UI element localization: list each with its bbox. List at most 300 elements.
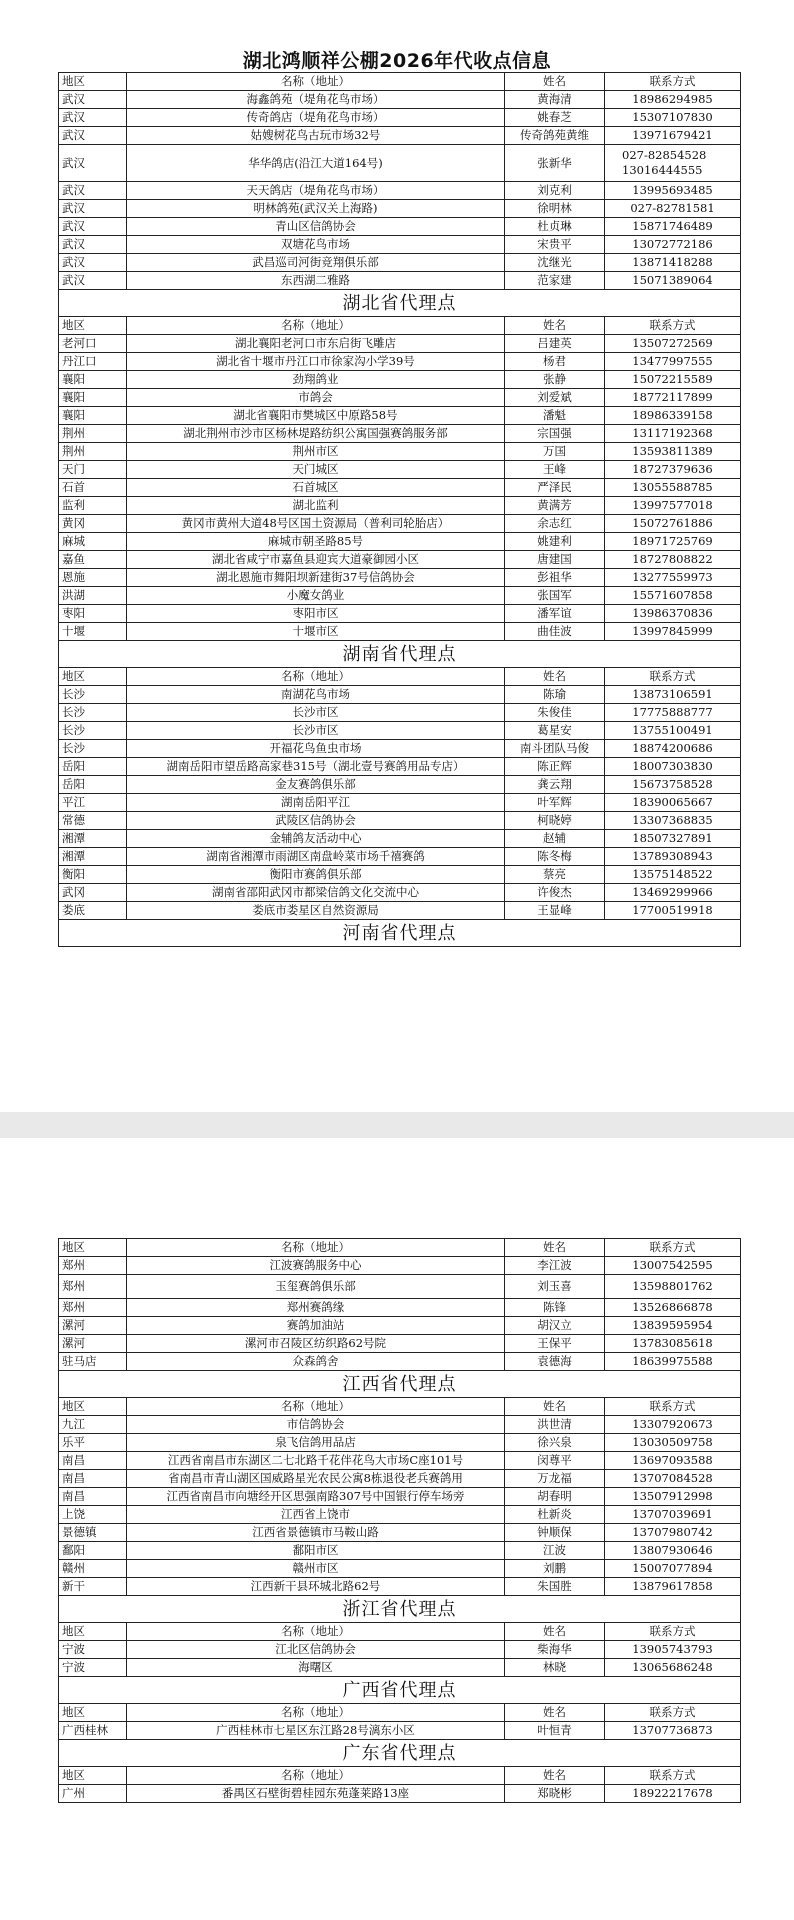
cell-person: 余志红	[505, 515, 605, 533]
cell-person: 钟顺保	[505, 1524, 605, 1542]
cell-region: 常德	[59, 812, 127, 830]
cell-phone: 13707980742	[605, 1524, 741, 1542]
table-row	[59, 236, 741, 254]
cell-region: 宁波	[59, 1641, 127, 1659]
phone-line: 13016444555	[622, 163, 703, 177]
cell-person: 王保平	[505, 1335, 605, 1353]
cell-phone: 18507327891	[605, 830, 741, 848]
cell-person: 刘爱斌	[505, 389, 605, 407]
cell-name: 江波赛鸽服务中心	[127, 1257, 505, 1275]
cell-name: 江西省南昌市向塘经开区思强南路307号中国银行停车场旁	[127, 1488, 505, 1506]
cell-phone: 13995693485	[605, 182, 741, 200]
cell-phone: 18986339158	[605, 407, 741, 425]
cell-region: 武汉	[59, 127, 127, 145]
cell-region: 郑州	[59, 1299, 127, 1317]
table-row	[59, 848, 741, 866]
cell-name: 南湖花鸟市场	[127, 686, 505, 704]
column-header-person: 姓名	[505, 1704, 605, 1722]
cell-region: 宁波	[59, 1659, 127, 1677]
cell-region: 天门	[59, 461, 127, 479]
cell-person: 南斗团队马俊	[505, 740, 605, 758]
cell-region: 景德镇	[59, 1524, 127, 1542]
table-row	[59, 371, 741, 389]
column-header-phone: 联系方式	[605, 668, 741, 686]
cell-region: 娄底	[59, 902, 127, 920]
cell-phone: 13997845999	[605, 623, 741, 641]
cell-phone: 15871746489	[605, 218, 741, 236]
cell-region: 长沙	[59, 722, 127, 740]
table-row	[59, 686, 741, 704]
column-header-region: 地区	[59, 1704, 127, 1722]
cell-phone: 13789308943	[605, 848, 741, 866]
document-title: 湖北鸿顺祥公棚2026年代收点信息	[242, 50, 552, 72]
cell-phone: 18727379636	[605, 461, 741, 479]
cell-region: 监利	[59, 497, 127, 515]
cell-phone: 13697093588	[605, 1452, 741, 1470]
column-header-phone: 联系方式	[605, 1767, 741, 1785]
cell-region: 襄阳	[59, 407, 127, 425]
column-header-name: 名称（地址）	[127, 1623, 505, 1641]
cell-person: 姚建利	[505, 533, 605, 551]
cell-name: 明林鸽苑(武汉关上海路)	[127, 200, 505, 218]
cell-phone: 13997577018	[605, 497, 741, 515]
document-page-2	[0, 1138, 794, 1920]
cell-name: 湖北监利	[127, 497, 505, 515]
cell-name: 市鸽会	[127, 389, 505, 407]
cell-region: 荆州	[59, 443, 127, 461]
table-row	[59, 830, 741, 848]
cell-phone: 13117192368	[605, 425, 741, 443]
cell-person: 黄海清	[505, 91, 605, 109]
cell-region: 广西桂林	[59, 1722, 127, 1740]
table-row	[59, 704, 741, 722]
cell-name: 番禺区石壁街碧桂园东苑蓬莱路13座	[127, 1785, 505, 1803]
section-title: 湖北省代理点	[59, 290, 741, 317]
table-row	[59, 623, 741, 641]
cell-region: 漯河	[59, 1335, 127, 1353]
section-title: 广东省代理点	[59, 1740, 741, 1767]
cell-name: 劲翔鸽业	[127, 371, 505, 389]
column-header-region: 地区	[59, 668, 127, 686]
cell-phone: 13507912998	[605, 1488, 741, 1506]
cell-phone: 13072772186	[605, 236, 741, 254]
cell-region: 武汉	[59, 272, 127, 290]
table-row	[59, 551, 741, 569]
cell-person: 胡汉立	[505, 1317, 605, 1335]
cell-name: 娄底市娄星区自然资源局	[127, 902, 505, 920]
section-header	[59, 290, 741, 317]
column-header-name: 名称（地址）	[127, 668, 505, 686]
cell-person: 龚云翔	[505, 776, 605, 794]
table-row	[59, 353, 741, 371]
cell-phone: 13575148522	[605, 866, 741, 884]
cell-region: 武汉	[59, 109, 127, 127]
table-row	[59, 425, 741, 443]
cell-name: 赛鸽加油站	[127, 1317, 505, 1335]
phone-line: 027-82854528	[622, 148, 707, 162]
table-row	[59, 533, 741, 551]
table-row	[59, 866, 741, 884]
column-header-person: 姓名	[505, 1398, 605, 1416]
column-header-name: 名称（地址）	[127, 1398, 505, 1416]
table-row	[59, 497, 741, 515]
cell-person: 姚春芝	[505, 109, 605, 127]
cell-phone: 18986294985	[605, 91, 741, 109]
cell-name: 长沙市区	[127, 704, 505, 722]
cell-phone: 027-82781581	[605, 200, 741, 218]
cell-person: 杜新炎	[505, 1506, 605, 1524]
table-row	[59, 794, 741, 812]
cell-name: 姑嫂树花鸟古玩市场32号	[127, 127, 505, 145]
table-row	[59, 569, 741, 587]
cell-name: 枣阳市区	[127, 605, 505, 623]
section-header	[59, 1596, 741, 1623]
cell-name: 武昌巡司河街竞翔俱乐部	[127, 254, 505, 272]
cell-region: 十堰	[59, 623, 127, 641]
cell-region: 黄冈	[59, 515, 127, 533]
cell-region: 丹江口	[59, 353, 127, 371]
cell-region: 衡阳	[59, 866, 127, 884]
cell-person: 传奇鸽苑黄维	[505, 127, 605, 145]
table-row	[59, 272, 741, 290]
table-row	[59, 91, 741, 109]
cell-name: 石首城区	[127, 479, 505, 497]
column-header-person: 姓名	[505, 668, 605, 686]
column-header-region: 地区	[59, 1398, 127, 1416]
cell-name: 青山区信鸽协会	[127, 218, 505, 236]
cell-name: 衡阳市赛鸽俱乐部	[127, 866, 505, 884]
cell-name: 泉飞信鸽用品店	[127, 1434, 505, 1452]
cell-phone: 13707736873	[605, 1722, 741, 1740]
column-header-row	[59, 1704, 741, 1722]
cell-region: 襄阳	[59, 389, 127, 407]
cell-phone: 13030509758	[605, 1434, 741, 1452]
cell-phone: 13307920673	[605, 1416, 741, 1434]
section-header	[59, 1371, 741, 1398]
cell-name: 赣州市区	[127, 1560, 505, 1578]
cell-phone: 13873106591	[605, 686, 741, 704]
column-header-row	[59, 1239, 741, 1257]
table-row	[59, 902, 741, 920]
cell-person: 柯晓婷	[505, 812, 605, 830]
cell-person: 陈冬梅	[505, 848, 605, 866]
cell-name: 东西湖二雅路	[127, 272, 505, 290]
cell-phone: 18727808822	[605, 551, 741, 569]
table-row	[59, 1488, 741, 1506]
cell-name: 长沙市区	[127, 722, 505, 740]
table-row	[59, 1641, 741, 1659]
cell-region: 南昌	[59, 1452, 127, 1470]
cell-name: 荆州市区	[127, 443, 505, 461]
cell-name: 江西省上饶市	[127, 1506, 505, 1524]
table-row	[59, 1578, 741, 1596]
table-row	[59, 407, 741, 425]
cell-name: 金辅鸽友活动中心	[127, 830, 505, 848]
cell-person: 徐兴泉	[505, 1434, 605, 1452]
cell-region: 赣州	[59, 1560, 127, 1578]
cell-name: 湖北省襄阳市樊城区中原路58号	[127, 407, 505, 425]
table-row	[59, 1416, 741, 1434]
column-header-region: 地区	[59, 317, 127, 335]
cell-region: 武冈	[59, 884, 127, 902]
table-row	[59, 1542, 741, 1560]
section-title: 江西省代理点	[59, 1371, 741, 1398]
cell-phone: 13469299966	[605, 884, 741, 902]
cell-region: 洪湖	[59, 587, 127, 605]
cell-person: 刘玉喜	[505, 1275, 605, 1299]
column-header-region: 地区	[59, 1767, 127, 1785]
page-separator	[0, 1112, 794, 1138]
cell-person: 袁德海	[505, 1353, 605, 1371]
cell-phone: 13783085618	[605, 1335, 741, 1353]
column-header-row	[59, 1623, 741, 1641]
section-title: 广西省代理点	[59, 1677, 741, 1704]
cell-phone: 17775888777	[605, 704, 741, 722]
cell-region: 平江	[59, 794, 127, 812]
cell-person: 赵辅	[505, 830, 605, 848]
cell-person: 郑晓彬	[505, 1785, 605, 1803]
table-row	[59, 1470, 741, 1488]
cell-phone: 13879617858	[605, 1578, 741, 1596]
cell-region: 老河口	[59, 335, 127, 353]
column-header-phone: 联系方式	[605, 1623, 741, 1641]
table-row	[59, 1452, 741, 1470]
cell-person: 彭祖华	[505, 569, 605, 587]
cell-person: 徐明林	[505, 200, 605, 218]
cell-person: 严泽民	[505, 479, 605, 497]
cell-name: 郑州赛鸽缘	[127, 1299, 505, 1317]
cell-phone: 15673758528	[605, 776, 741, 794]
cell-person: 叶恒青	[505, 1722, 605, 1740]
cell-region: 恩施	[59, 569, 127, 587]
cell-person: 柴海华	[505, 1641, 605, 1659]
cell-phone: 13707039691	[605, 1506, 741, 1524]
table-row	[59, 812, 741, 830]
cell-phone: 13755100491	[605, 722, 741, 740]
cell-phone: 13477997555	[605, 353, 741, 371]
cell-name: 江北区信鸽协会	[127, 1641, 505, 1659]
cell-region: 长沙	[59, 686, 127, 704]
table-row	[59, 1275, 741, 1299]
column-header-name: 名称（地址）	[127, 73, 505, 91]
cell-phone: 18639975588	[605, 1353, 741, 1371]
cell-person: 胡春明	[505, 1488, 605, 1506]
table-row	[59, 1257, 741, 1275]
cell-phone: 15307107830	[605, 109, 741, 127]
cell-region: 武汉	[59, 218, 127, 236]
cell-region: 武汉	[59, 145, 127, 182]
cell-phone: 13277559973	[605, 569, 741, 587]
column-header-row	[59, 1398, 741, 1416]
cell-name: 玉玺赛鸽俱乐部	[127, 1275, 505, 1299]
column-header-person: 姓名	[505, 1239, 605, 1257]
column-header-region: 地区	[59, 1239, 127, 1257]
section-title: 浙江省代理点	[59, 1596, 741, 1623]
cell-phone: 13986370836	[605, 605, 741, 623]
cell-person: 杜贞琳	[505, 218, 605, 236]
cell-person: 宋贵平	[505, 236, 605, 254]
cell-region: 九江	[59, 1416, 127, 1434]
cell-person: 张新华	[505, 145, 605, 182]
cell-region: 湘潭	[59, 830, 127, 848]
cell-name: 漯河市召陵区纺织路62号院	[127, 1335, 505, 1353]
cell-person: 潘军谊	[505, 605, 605, 623]
cell-region: 南昌	[59, 1470, 127, 1488]
table-row	[59, 740, 741, 758]
cell-person: 潘魁	[505, 407, 605, 425]
cell-phone: 18390065667	[605, 794, 741, 812]
cell-person: 张国军	[505, 587, 605, 605]
cell-name: 广西桂林市七星区东江路28号漓东小区	[127, 1722, 505, 1740]
cell-phone: 18007303830	[605, 758, 741, 776]
table-row	[59, 515, 741, 533]
cell-person: 范家建	[505, 272, 605, 290]
cell-person: 李江波	[505, 1257, 605, 1275]
cell-person: 唐建国	[505, 551, 605, 569]
cell-person: 陈瑜	[505, 686, 605, 704]
agent-table-page-1	[58, 72, 741, 947]
column-header-phone: 联系方式	[605, 1398, 741, 1416]
table-row	[59, 1785, 741, 1803]
cell-person: 黄满芳	[505, 497, 605, 515]
cell-name: 传奇鸽店（堤角花鸟市场）	[127, 109, 505, 127]
cell-name: 天天鸽店（堤角花鸟市场）	[127, 182, 505, 200]
table-row	[59, 145, 741, 182]
cell-person: 闵尊平	[505, 1452, 605, 1470]
column-header-phone: 联系方式	[605, 73, 741, 91]
section-header	[59, 641, 741, 668]
column-header-row	[59, 317, 741, 335]
cell-region: 广州	[59, 1785, 127, 1803]
column-header-region: 地区	[59, 73, 127, 91]
cell-region: 长沙	[59, 740, 127, 758]
cell-region: 武汉	[59, 91, 127, 109]
cell-person: 王峰	[505, 461, 605, 479]
cell-person: 朱俊佳	[505, 704, 605, 722]
cell-name: 湖南岳阳平江	[127, 794, 505, 812]
cell-person: 葛星安	[505, 722, 605, 740]
table-row	[59, 1335, 741, 1353]
column-header-row	[59, 73, 741, 91]
cell-phone: 13871418288	[605, 254, 741, 272]
table-row	[59, 1524, 741, 1542]
cell-region: 荆州	[59, 425, 127, 443]
table-row	[59, 461, 741, 479]
table-row	[59, 1299, 741, 1317]
cell-person: 万国	[505, 443, 605, 461]
cell-region: 岳阳	[59, 758, 127, 776]
cell-region: 枣阳	[59, 605, 127, 623]
column-header-name: 名称（地址）	[127, 1239, 505, 1257]
cell-region: 石首	[59, 479, 127, 497]
cell-person: 陈正辉	[505, 758, 605, 776]
section-header	[59, 920, 741, 947]
cell-name: 十堰市区	[127, 623, 505, 641]
cell-region: 麻城	[59, 533, 127, 551]
column-header-name: 名称（地址）	[127, 1767, 505, 1785]
cell-phone: 13598801762	[605, 1275, 741, 1299]
cell-person: 江波	[505, 1542, 605, 1560]
cell-person: 蔡亮	[505, 866, 605, 884]
column-header-person: 姓名	[505, 73, 605, 91]
cell-phone: 13807930646	[605, 1542, 741, 1560]
cell-name: 江西新干县环城北路62号	[127, 1578, 505, 1596]
cell-region: 武汉	[59, 236, 127, 254]
table-row	[59, 1560, 741, 1578]
cell-phone: 13971679421	[605, 127, 741, 145]
table-row	[59, 335, 741, 353]
table-row	[59, 254, 741, 272]
cell-region: 武汉	[59, 254, 127, 272]
cell-phone: 15071389064	[605, 272, 741, 290]
cell-phone: 18772117899	[605, 389, 741, 407]
table-row	[59, 776, 741, 794]
cell-name: 江西省南昌市东湖区二七北路千花伴花鸟大市场C座101号	[127, 1452, 505, 1470]
cell-person: 沈继光	[505, 254, 605, 272]
cell-phone: 13526866878	[605, 1299, 741, 1317]
cell-region: 湘潭	[59, 848, 127, 866]
cell-region: 乐平	[59, 1434, 127, 1452]
cell-phone: 15072215589	[605, 371, 741, 389]
cell-name: 湖南省邵阳武冈市都梁信鸽文化交流中心	[127, 884, 505, 902]
column-header-phone: 联系方式	[605, 1704, 741, 1722]
cell-person: 王显峰	[505, 902, 605, 920]
cell-name: 黄冈市黄州大道48号区国土资源局（普利司轮胎店）	[127, 515, 505, 533]
cell-phone: 17700519918	[605, 902, 741, 920]
table-row	[59, 758, 741, 776]
cell-name: 湖北恩施市舞阳坝新建街37号信鸽协会	[127, 569, 505, 587]
cell-region: 鄱阳	[59, 1542, 127, 1560]
table-row	[59, 218, 741, 236]
cell-name: 湖南省湘潭市雨湖区南盘岭菜市场千禧赛鸽	[127, 848, 505, 866]
cell-name: 麻城市朝圣路85号	[127, 533, 505, 551]
table-row	[59, 1353, 741, 1371]
table-row	[59, 722, 741, 740]
cell-name: 江西省景德镇市马鞍山路	[127, 1524, 505, 1542]
cell-person: 许俊杰	[505, 884, 605, 902]
column-header-name: 名称（地址）	[127, 1704, 505, 1722]
table-row	[59, 200, 741, 218]
cell-phone: 15571607858	[605, 587, 741, 605]
cell-phone: 15072761886	[605, 515, 741, 533]
cell-region: 武汉	[59, 182, 127, 200]
cell-person: 林晓	[505, 1659, 605, 1677]
column-header-person: 姓名	[505, 1767, 605, 1785]
table-row	[59, 1722, 741, 1740]
section-title: 河南省代理点	[59, 920, 741, 947]
cell-name: 金友赛鸽俱乐部	[127, 776, 505, 794]
table-row	[59, 479, 741, 497]
cell-name: 天门城区	[127, 461, 505, 479]
cell-phone: 13839595954	[605, 1317, 741, 1335]
cell-region: 武汉	[59, 200, 127, 218]
table-row	[59, 109, 741, 127]
cell-region: 岳阳	[59, 776, 127, 794]
cell-person: 刘克利	[505, 182, 605, 200]
table-row	[59, 605, 741, 623]
cell-name: 小魔女鸽业	[127, 587, 505, 605]
table-row	[59, 587, 741, 605]
cell-name: 华华鸽店(沿江大道164号)	[127, 145, 505, 182]
cell-name: 市信鸽协会	[127, 1416, 505, 1434]
table-row	[59, 1317, 741, 1335]
column-header-row	[59, 1767, 741, 1785]
agent-table-body	[59, 73, 741, 947]
cell-region: 长沙	[59, 704, 127, 722]
cell-phone: 13307368835	[605, 812, 741, 830]
cell-name: 双塘花鸟市场	[127, 236, 505, 254]
cell-phone: 18922217678	[605, 1785, 741, 1803]
